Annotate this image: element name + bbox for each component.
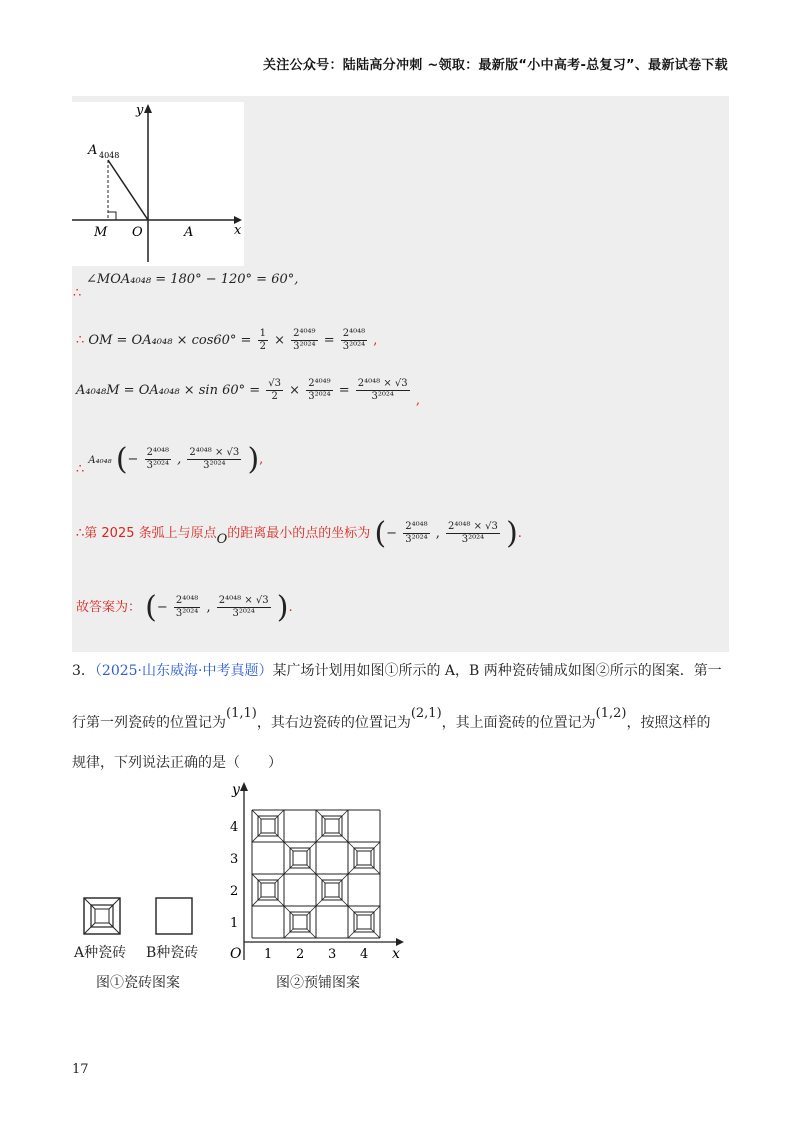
tile-grid	[252, 810, 380, 938]
y-tick-label: 3	[230, 852, 239, 867]
x-axis-label: x	[234, 223, 242, 238]
tile-a-figure	[82, 896, 122, 936]
tile-a-instance	[316, 810, 348, 842]
solution-block	[72, 96, 729, 652]
tile-a-instance	[284, 906, 316, 938]
solution-line-4: ∴ A₄₀₄₈ (− $\frac{\text{2⁴⁰⁴⁸}}{\text{3²⁰²⁴}}$ , $\frac{\text{2⁴⁰⁴⁸ × √3}}{\text{3²⁰²⁴}}$ ),	[76, 442, 264, 477]
page-header: 关注公众号：陆陆高分冲刺 ~领取：最新版“小中高考-总复习”、最新试卷下载	[262, 58, 728, 73]
x-tick-label: 4	[360, 947, 369, 962]
figure-2-caption: 图②预铺图案	[276, 975, 360, 991]
y-tick-label: 1	[230, 916, 239, 931]
tile-a-label: A种瓷砖	[74, 945, 127, 961]
question-3-line-2: 行第一列瓷砖的位置记为(1,1)，其右边瓷砖的位置记为(2,1)，其上面瓷砖的位置记为(1,2)，按照这样的	[72, 706, 711, 731]
x-tick-label: 1	[264, 947, 273, 962]
x-tick-label: 3	[328, 947, 337, 962]
point-m-label: M	[94, 225, 108, 240]
x-tick-label: 2	[296, 947, 305, 962]
point-a4048-subscript: 4048	[99, 151, 120, 160]
point-a-label: A	[184, 225, 194, 240]
point-a4048-label: A	[88, 143, 98, 158]
x-tick-labels	[264, 947, 368, 962]
answer-line: 故答案为： (− $\frac{\text{2⁴⁰⁴⁸}}{\text{3²⁰²⁴}}$ , $\frac{\text{2⁴⁰⁴⁸ × √3}}{\text{3²⁰²⁴}}$ ).	[76, 590, 293, 625]
y-axis-label: y	[136, 103, 144, 118]
tile-a-instance	[348, 906, 380, 938]
solution-line-5: ∴第 2025 条弧上与原点O的距离最小的点的坐标为 (− $\frac{\text{2⁴⁰⁴⁸}}{\text{3²⁰²⁴}}$ , $\frac{\text{2⁴⁰⁴⁸ × √3}}{\text{3²⁰²⁴}}$ ).	[76, 516, 522, 551]
page-number: 17	[72, 1062, 89, 1077]
y-tick-label: 4	[230, 820, 239, 835]
fig2-x-label: x	[392, 946, 400, 962]
tile-a-instance	[252, 874, 284, 906]
figure-2-grid	[222, 780, 408, 964]
solution-line-3: A₄₀₄₈M = OA₄₀₄₈ × sin 60° = $\frac{√3}{2}$ × $\frac{\text{2⁴⁰⁴⁹}}{\text{3²⁰²⁴}}$ = $\frac{\text{2⁴⁰⁴⁸ × √3}}{\text{3²⁰²⁴}}$ ,	[76, 378, 420, 408]
fig2-y-label: y	[232, 782, 240, 798]
figure-1-caption: 图①瓷砖图案	[96, 975, 180, 991]
tile-a-instance	[316, 874, 348, 906]
tile-b-figure	[154, 896, 194, 936]
question-3-line-3: 规律，下列说法正确的是（ ）	[72, 755, 282, 771]
solution-line-2: ∴ OM = OA₄₀₄₈ × cos60° = $\frac{1}{2}$ × $\frac{\text{2⁴⁰⁴⁹}}{\text{3²⁰²⁴}}$ = $\frac{\text{2⁴⁰⁴⁸}}{\text{3²⁰²⁴}}$ ,	[76, 328, 378, 352]
graph-a4048-svg	[72, 102, 244, 266]
fig2-origin-label: O	[230, 946, 242, 962]
origin-label: O	[132, 225, 143, 240]
y-tick-labels	[230, 820, 238, 931]
question-3-line-1: 3．（2025·山东威海·中考真题）某广场计划用如图①所示的 A，B 两种瓷砖铺成如图②所示的图案．第一	[72, 663, 722, 679]
tile-a-instance	[284, 842, 316, 874]
y-tick-label: 2	[230, 884, 239, 899]
solution-line-1: ∴ ∠MOA₄₀₄₈ = 180° − 120° = 60°,	[73, 272, 299, 301]
tile-b-label: B种瓷砖	[146, 945, 199, 961]
tile-a-instance	[252, 810, 284, 842]
coordinate-graph-a4048	[72, 102, 244, 266]
tile-a-instance	[348, 842, 380, 874]
